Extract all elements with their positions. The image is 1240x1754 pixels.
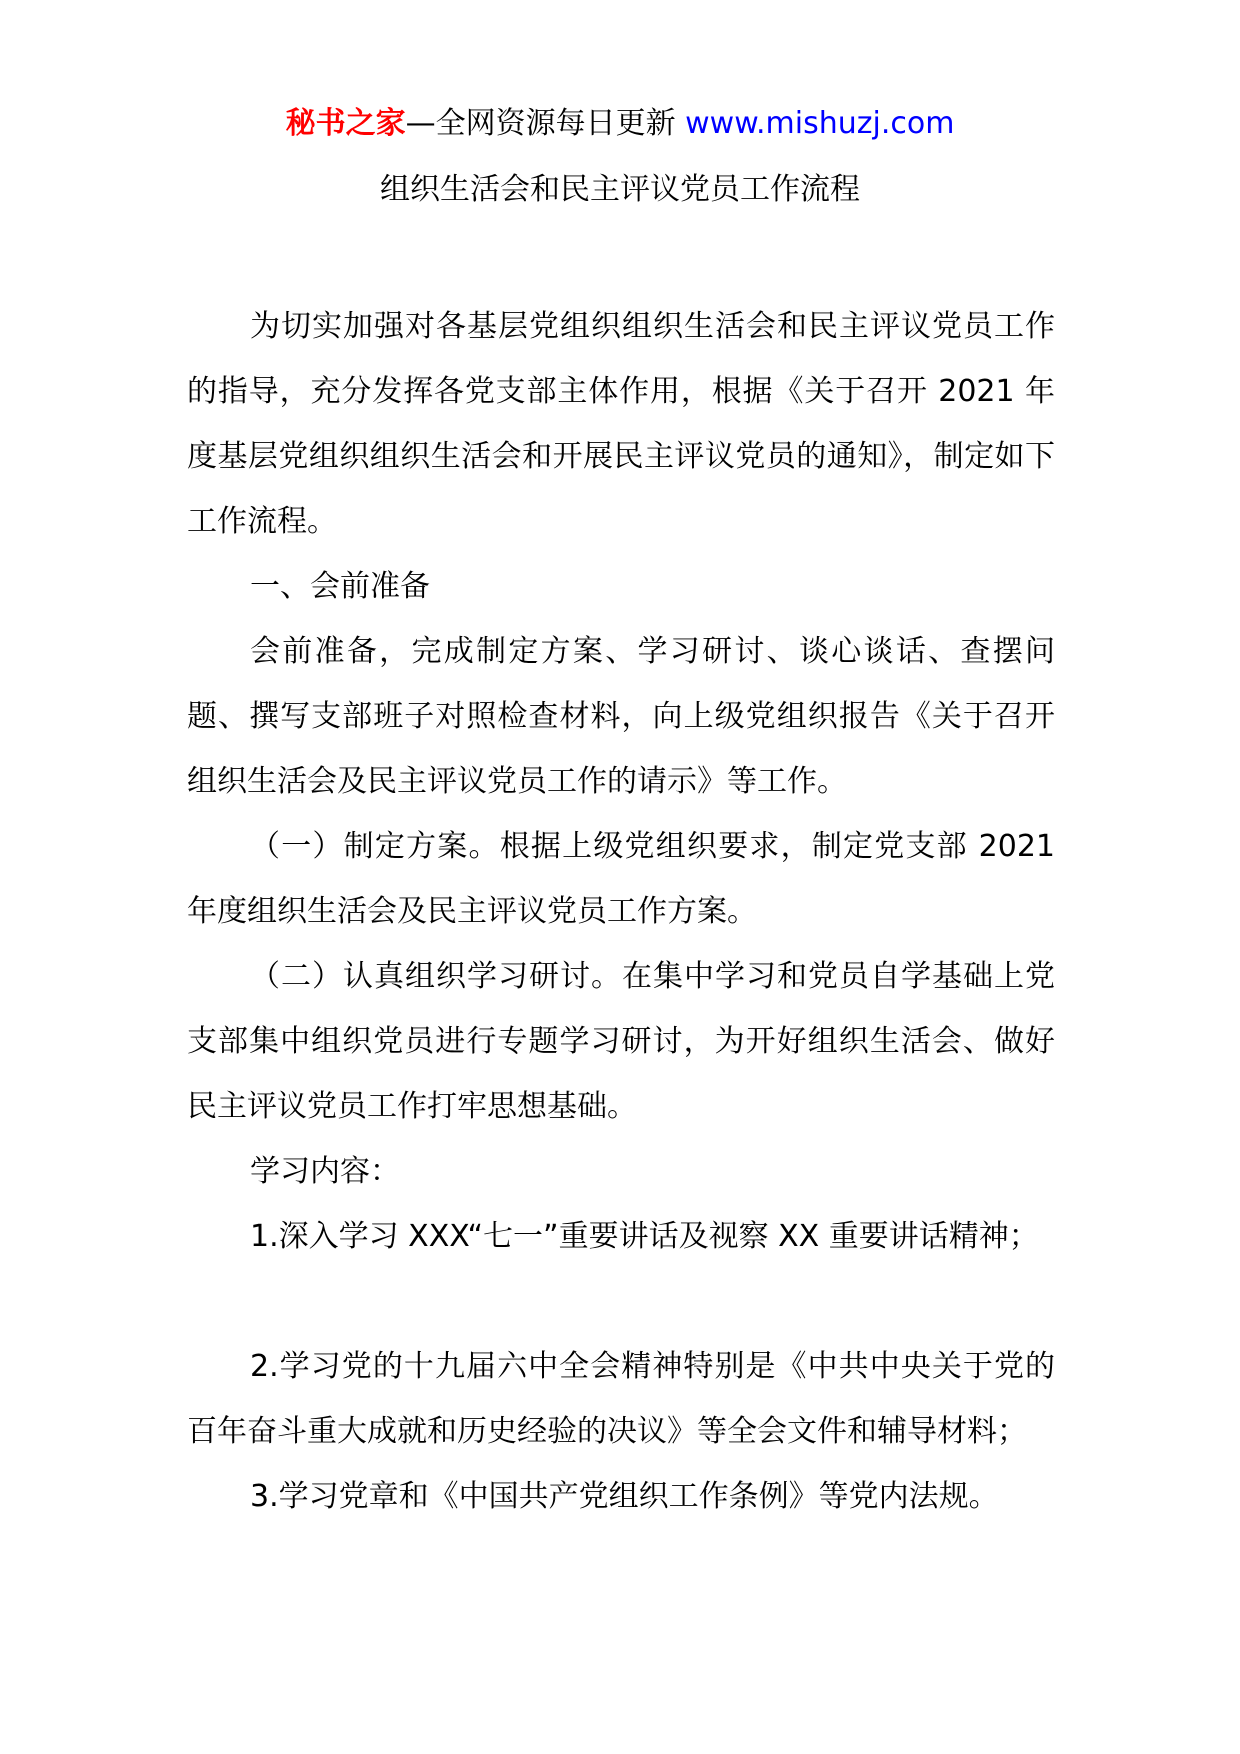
list-item: 1.深入学习 XXX“七一”重要讲话及视察 XX 重要讲话精神； <box>250 1219 1039 1254</box>
site-header <box>0 102 1240 146</box>
subsection-paragraph: （一）制定方案。根据上级党组织要求，制定党支部 2021 年度组织生活会及民主评议党员工作方案。 <box>187 829 1055 929</box>
list-item: 2.学习党的十九届六中全会精神特别是《中共中央关于党的百年奋斗重大成就和历史经验的决议》等全会文件和辅导材料； <box>187 1349 1055 1449</box>
site-brand: 秘书之家 <box>285 106 406 141</box>
document-title: 组织生活会和民主评议党员工作流程 <box>380 172 860 207</box>
site-url-link[interactable]: www.mishuzj.com <box>685 106 955 141</box>
list-heading: 学习内容： <box>250 1154 400 1189</box>
body-paragraph: 会前准备，完成制定方案、学习研讨、谈心谈话、查摆问题、撰写支部班子对照检查材料，向上级党组织报告《关于召开组织生活会及民主评议党员工作的请示》等工作。 <box>187 634 1055 799</box>
subsection-paragraph: （二）认真组织学习研讨。在集中学习和党员自学基础上党支部集中组织党员进行专题学习研讨，为开好组织生活会、做好民主评议党员工作打牢思想基础。 <box>187 959 1055 1124</box>
list-item: 3.学习党章和《中国共产党组织工作条例》等党内法规。 <box>250 1479 999 1514</box>
intro-paragraph: 为切实加强对各基层党组织组织生活会和民主评议党员工作的指导，充分发挥各党支部主体作用，根据《关于召开 2021 年度基层党组织组织生活会和开展民主评议党员的通知》，制定如下工作流程。 <box>187 309 1055 539</box>
site-slogan: —全网资源每日更新 <box>405 106 686 141</box>
document-body <box>187 294 1055 1529</box>
section-heading: 一、会前准备 <box>250 569 430 604</box>
blank-line <box>187 1269 1055 1334</box>
